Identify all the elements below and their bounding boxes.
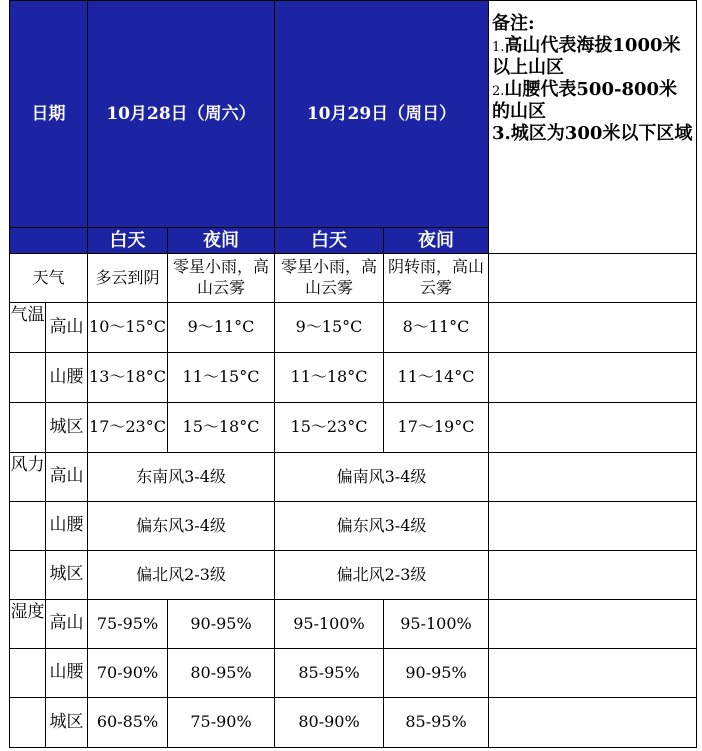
note-1-text: 高山代表海拔1000米以上山区 bbox=[492, 34, 681, 78]
subheader-blank bbox=[10, 228, 88, 254]
hum-high-d2-day: 95-100% bbox=[275, 600, 384, 649]
day2-night-header: 夜间 bbox=[384, 228, 489, 254]
humidity-label: 湿度 bbox=[10, 600, 46, 649]
day2-daytime-header: 白天 bbox=[275, 228, 384, 254]
wind-area-high: 高山 bbox=[46, 453, 88, 502]
hum-city-d2-day: 80-90% bbox=[275, 698, 384, 748]
weather-label: 天气 bbox=[10, 254, 88, 303]
temp-label-blank bbox=[10, 403, 46, 453]
day1-night-header: 夜间 bbox=[168, 228, 275, 254]
day2-header: 10月29日（周日） bbox=[275, 1, 489, 228]
note-1 bbox=[492, 35, 693, 79]
hum-high-d1-night: 90-95% bbox=[168, 600, 275, 649]
date-header: 日期 bbox=[10, 1, 88, 228]
temp-area-city: 城区 bbox=[46, 403, 88, 453]
temp-high-d1-night: 9～11°C bbox=[168, 303, 275, 353]
hum-high-d2-night: 95-100% bbox=[384, 600, 489, 649]
wind-mid-d1: 偏东风3-4级 bbox=[88, 502, 275, 551]
weather-forecast-table bbox=[9, 0, 697, 748]
note-3: 3.城区为300米以下区域 bbox=[492, 122, 693, 144]
hum-high-d1-day: 75-95% bbox=[88, 600, 168, 649]
temp-label-blank bbox=[10, 353, 46, 403]
weather-d2-day: 零星小雨，高山云雾 bbox=[275, 254, 384, 303]
wind-label-blank bbox=[10, 502, 46, 551]
notes-spacer bbox=[489, 600, 697, 649]
temp-high-d2-day: 9～15°C bbox=[275, 303, 384, 353]
wind-mid-d2: 偏东风3-4级 bbox=[275, 502, 489, 551]
notes-spacer bbox=[489, 403, 697, 453]
wind-city-d2: 偏北风2-3级 bbox=[275, 551, 489, 600]
note-1-number: 1. bbox=[492, 39, 505, 55]
hum-mid-d2-night: 90-95% bbox=[384, 649, 489, 698]
wind-high-d1: 东南风3-4级 bbox=[88, 453, 275, 502]
hum-area-city: 城区 bbox=[46, 698, 88, 748]
note-2-text: 山腰代表500-800米的山区 bbox=[492, 78, 678, 122]
weather-d1-day: 多云到阴 bbox=[88, 254, 168, 303]
notes-spacer bbox=[489, 649, 697, 698]
hum-mid-d1-day: 70-90% bbox=[88, 649, 168, 698]
temp-city-d2-night: 17～19°C bbox=[384, 403, 489, 453]
wind-label: 风力 bbox=[10, 453, 46, 502]
hum-city-d1-night: 75-90% bbox=[168, 698, 275, 748]
temp-city-d1-day: 17～23°C bbox=[88, 403, 168, 453]
temp-city-d2-day: 15～23°C bbox=[275, 403, 384, 453]
temperature-label: 气温 bbox=[10, 303, 46, 353]
temp-mid-d1-night: 11～15°C bbox=[168, 353, 275, 403]
weather-d2-night: 阴转雨，高山云雾 bbox=[384, 254, 489, 303]
wind-label-blank bbox=[10, 551, 46, 600]
hum-mid-d1-night: 80-95% bbox=[168, 649, 275, 698]
notes-cell bbox=[489, 1, 697, 254]
notes-spacer bbox=[489, 353, 697, 403]
weather-d1-night: 零星小雨，高山云雾 bbox=[168, 254, 275, 303]
temp-high-d2-night: 8～11°C bbox=[384, 303, 489, 353]
notes-spacer bbox=[489, 453, 697, 502]
notes-spacer bbox=[489, 698, 697, 748]
note-2 bbox=[492, 79, 693, 123]
notes-spacer bbox=[489, 254, 697, 303]
hum-city-d1-day: 60-85% bbox=[88, 698, 168, 748]
day1-header: 10月28日（周六） bbox=[88, 1, 275, 228]
hum-city-d2-night: 85-95% bbox=[384, 698, 489, 748]
temp-area-high: 高山 bbox=[46, 303, 88, 353]
hum-label-blank bbox=[10, 698, 46, 748]
wind-high-d2: 偏南风3-4级 bbox=[275, 453, 489, 502]
temp-city-d1-night: 15～18°C bbox=[168, 403, 275, 453]
notes-spacer bbox=[489, 502, 697, 551]
temp-mid-d2-night: 11～14°C bbox=[384, 353, 489, 403]
hum-mid-d2-day: 85-95% bbox=[275, 649, 384, 698]
notes-spacer bbox=[489, 551, 697, 600]
notes-title: 备注: bbox=[492, 13, 535, 34]
wind-area-city: 城区 bbox=[46, 551, 88, 600]
notes-spacer bbox=[489, 303, 697, 353]
temp-high-d1-day: 10～15°C bbox=[88, 303, 168, 353]
note-2-number: 2. bbox=[492, 83, 505, 99]
day1-daytime-header: 白天 bbox=[88, 228, 168, 254]
wind-area-mid: 山腰 bbox=[46, 502, 88, 551]
hum-area-mid: 山腰 bbox=[46, 649, 88, 698]
hum-area-high: 高山 bbox=[46, 600, 88, 649]
hum-label-blank bbox=[10, 649, 46, 698]
temp-area-mid: 山腰 bbox=[46, 353, 88, 403]
temp-mid-d2-day: 11～18°C bbox=[275, 353, 384, 403]
temp-mid-d1-day: 13～18°C bbox=[88, 353, 168, 403]
wind-city-d1: 偏北风2-3级 bbox=[88, 551, 275, 600]
